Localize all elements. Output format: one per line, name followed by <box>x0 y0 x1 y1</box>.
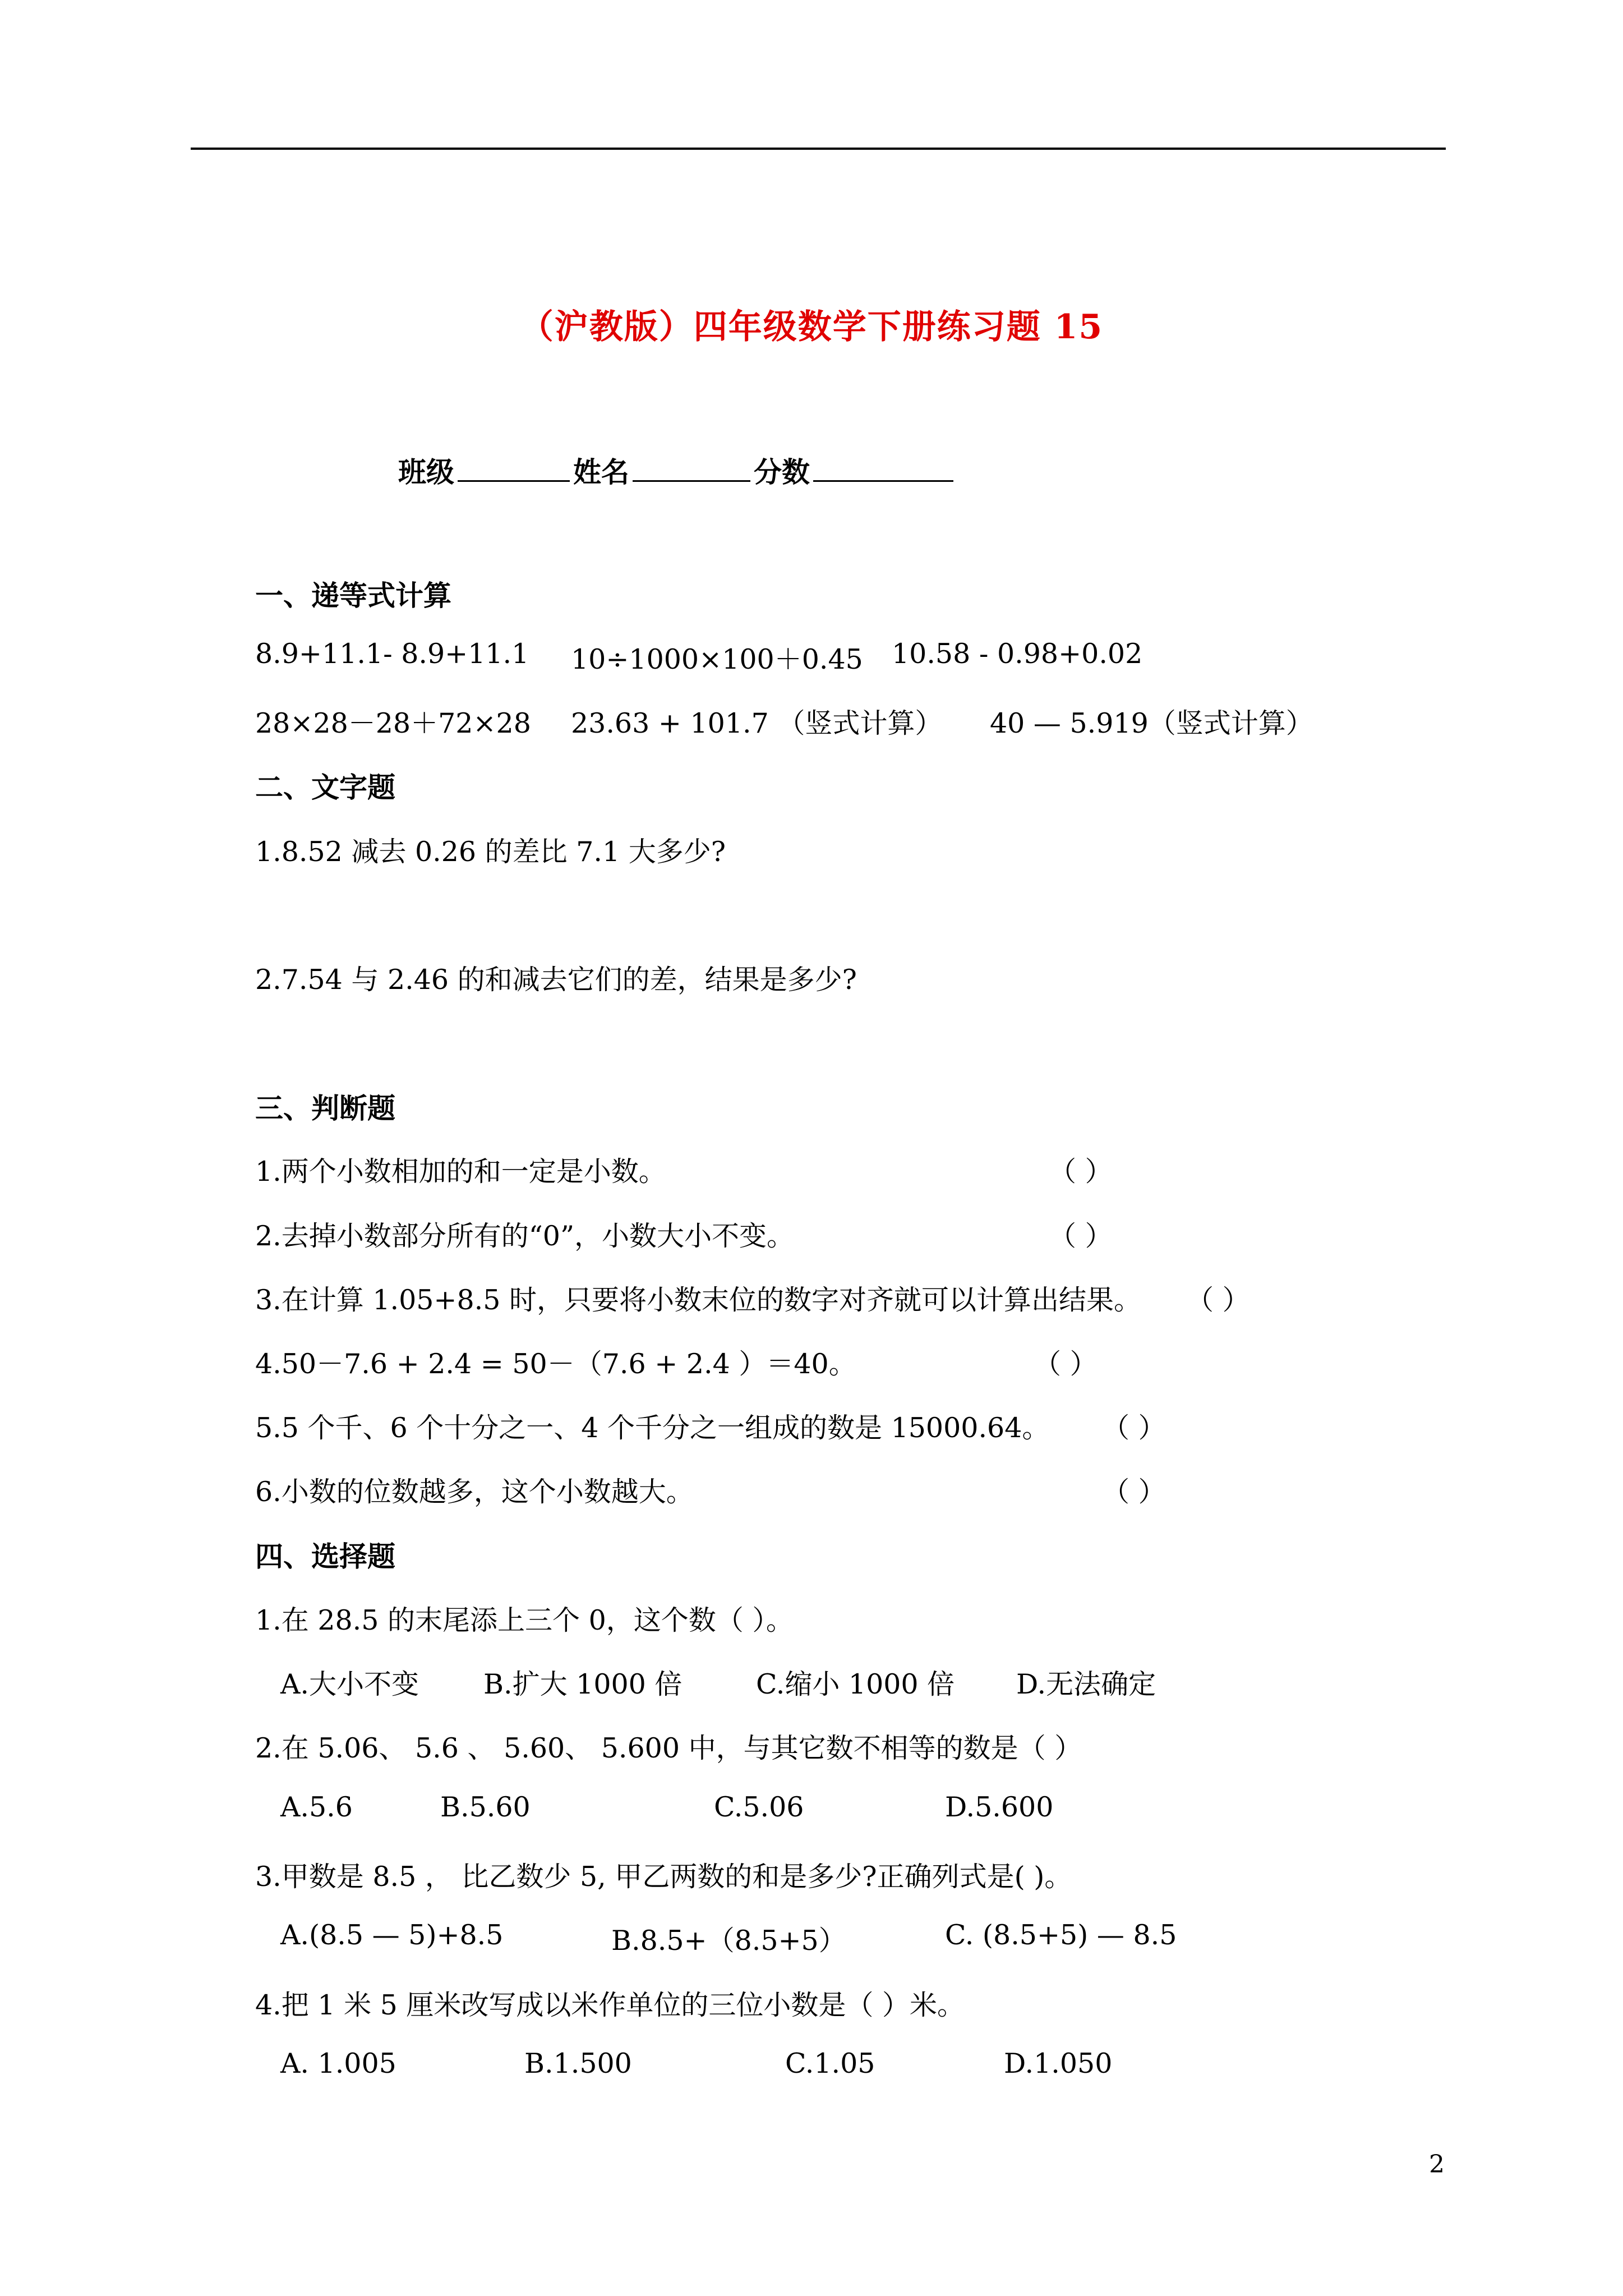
choice-question: 3.甲数是 8.5 ， 比乙数少 5, 甲乙两数的和是多少?正确列式是( )。 <box>255 1861 1072 1893</box>
word-problem: 2.7.54 与 2.46 的和减去它们的差，结果是多少? <box>255 964 857 996</box>
name-label: 姓名 <box>573 455 629 489</box>
choice-question: 2.在 5.06、 5.6 、 5.60、 5.600 中，与其它数不相等的数是（ ） <box>255 1732 1082 1764</box>
choice-option[interactable]: A.5.6 <box>280 1791 353 1823</box>
calc-item: 10÷1000×100＋0.45 <box>571 643 863 675</box>
judge-item: 1.两个小数相加的和一定是小数。 <box>255 1156 666 1188</box>
choice-option[interactable]: A.大小不变 <box>280 1668 419 1700</box>
section-heading-calc: 一、递等式计算 <box>255 579 451 612</box>
calc-item: 40 — 5.919（竖式计算） <box>990 707 1313 739</box>
judge-item: 6.小数的位数越多，这个小数越大。 <box>255 1476 694 1508</box>
answer-paren[interactable]: （ ） <box>1049 1156 1113 1188</box>
choice-option[interactable]: C. (8.5+5) — 8.5 <box>945 1919 1177 1951</box>
choice-option[interactable]: C.5.06 <box>714 1791 804 1823</box>
choice-option[interactable]: D.1.050 <box>1004 2047 1113 2079</box>
answer-paren[interactable]: （ ） <box>1186 1284 1250 1316</box>
score-field[interactable] <box>813 451 953 482</box>
name-field[interactable] <box>633 451 750 482</box>
class-field[interactable] <box>458 451 570 482</box>
class-label: 班级 <box>398 455 454 489</box>
choice-option[interactable]: A.(8.5 — 5)+8.5 <box>280 1919 504 1951</box>
choice-option[interactable]: B.5.60 <box>440 1791 531 1823</box>
choice-option[interactable]: D.5.600 <box>945 1791 1054 1823</box>
calc-item: 23.63 + 101.7 （竖式计算） <box>571 707 943 739</box>
section-heading-choice: 四、选择题 <box>255 1540 395 1573</box>
judge-item: 4.50－7.6 + 2.4 = 50－（7.6 + 2.4 ）＝40。 <box>255 1348 856 1380</box>
choice-option[interactable]: C.1.05 <box>785 2047 875 2079</box>
answer-paren[interactable]: （ ） <box>1049 1220 1113 1252</box>
calc-item: 10.58 - 0.98+0.02 <box>892 638 1143 670</box>
choice-option[interactable]: C.缩小 1000 倍 <box>756 1668 955 1700</box>
judge-item: 5.5 个千、6 个十分之一、4 个千分之一组成的数是 15000.64。 <box>255 1412 1050 1444</box>
calc-item: 8.9+11.1- 8.9+11.1 <box>255 638 529 670</box>
page-title: （沪教版）四年级数学下册练习题 15 <box>519 307 1104 347</box>
choice-question: 1.在 28.5 的末尾添上三个 0，这个数（ ）。 <box>255 1604 794 1636</box>
header-rule <box>191 148 1446 150</box>
section-heading-judge: 三、判断题 <box>255 1092 395 1125</box>
section-heading-word: 二、文字题 <box>255 771 395 804</box>
choice-option[interactable]: A. 1.005 <box>280 2047 396 2079</box>
score-label: 分数 <box>754 455 810 489</box>
student-info-line <box>398 450 957 490</box>
choice-option[interactable]: B.8.5+（8.5+5） <box>611 1925 846 1957</box>
page-number: 2 <box>1429 2150 1445 2179</box>
answer-paren[interactable]: （ ） <box>1102 1412 1166 1444</box>
choice-option[interactable]: B.扩大 1000 倍 <box>483 1668 683 1700</box>
choice-question: 4.把 1 米 5 厘米改写成以米作单位的三位小数是（ ）米。 <box>255 1989 965 2021</box>
judge-item: 3.在计算 1.05+8.5 时，只要将小数末位的数字对齐就可以计算出结果。 <box>255 1284 1141 1316</box>
choice-option[interactable]: D.无法确定 <box>1016 1668 1156 1700</box>
calc-item: 28×28－28＋72×28 <box>255 707 531 739</box>
word-problem: 1.8.52 减去 0.26 的差比 7.1 大多少? <box>255 836 726 868</box>
answer-paren[interactable]: （ ） <box>1034 1348 1098 1380</box>
answer-paren[interactable]: （ ） <box>1102 1476 1166 1508</box>
judge-item: 2.去掉小数部分所有的“0”，小数大小不变。 <box>255 1220 795 1252</box>
choice-option[interactable]: B.1.500 <box>524 2047 632 2079</box>
